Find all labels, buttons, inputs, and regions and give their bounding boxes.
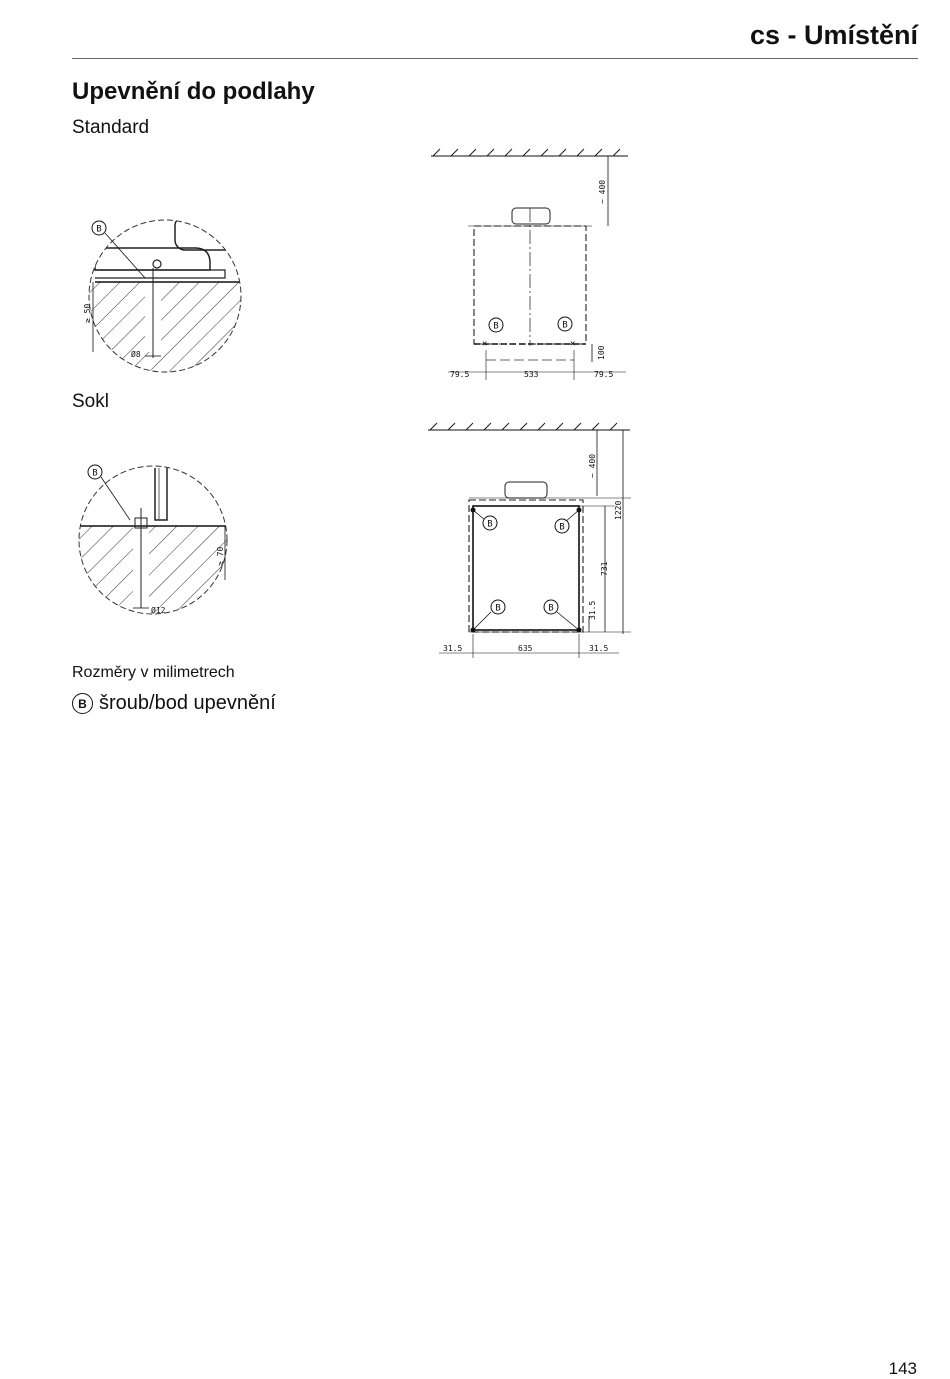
sokl-plan-total-height: 1220 xyxy=(614,500,623,520)
variant-label-standard: Standard xyxy=(72,117,150,138)
sokl-plan-front-offset: 31.5 xyxy=(588,600,597,620)
header-divider xyxy=(72,58,918,59)
sokl-plan-marker-top-left: B xyxy=(487,519,493,530)
svg-text:✕: ✕ xyxy=(482,339,488,349)
page-number: 143 xyxy=(888,1359,917,1378)
sokl-plan-marker-bottom-left: B xyxy=(495,603,501,614)
sokl-plan-drawing xyxy=(425,420,635,660)
standard-detail-marker: B xyxy=(96,224,102,235)
sokl-detail-diameter: Ø12 xyxy=(151,606,166,615)
legend-text: šroub/bod upevnění xyxy=(99,692,276,714)
standard-plan-ceiling-distance: ~ 400 xyxy=(598,179,607,204)
units-note: Rozměry v milimetrech xyxy=(72,664,235,681)
sokl-plan-depth: 731 xyxy=(600,561,609,576)
standard-plan-marker-left: B xyxy=(493,321,499,332)
standard-plan-drawing xyxy=(428,146,628,382)
page-header-title: cs - Umístění xyxy=(749,20,918,50)
standard-detail-depth: ≥ 50 xyxy=(83,303,92,323)
sokl-plan-ceiling-distance: ~ 400 xyxy=(588,453,597,478)
standard-plan-marker-right: B xyxy=(562,320,568,331)
standard-plan-depth: 100 xyxy=(597,345,606,360)
sokl-fixing-detail-drawing xyxy=(75,458,335,628)
variant-label-sokl: Sokl xyxy=(72,391,109,412)
sokl-plan-left-offset: 31.5 xyxy=(443,644,463,653)
section-title: Upevnění do podlahy xyxy=(72,78,315,105)
sokl-detail-marker: B xyxy=(92,468,98,479)
sokl-plan-marker-top-right: B xyxy=(559,522,565,533)
standard-fixing-detail-drawing xyxy=(75,208,335,378)
legend-marker-badge: B xyxy=(72,693,93,714)
legend xyxy=(72,692,276,715)
sokl-plan-marker-bottom-right: B xyxy=(548,603,554,614)
standard-detail-diameter: Ø8 xyxy=(131,350,141,359)
standard-plan-width: 533 xyxy=(524,370,539,379)
standard-plan-right-offset: 79.5 xyxy=(594,370,614,379)
svg-text:✕: ✕ xyxy=(570,339,576,349)
sokl-detail-depth: ≥ 70 xyxy=(216,546,225,566)
sokl-plan-right-offset: 31.5 xyxy=(589,644,609,653)
sokl-plan-width: 635 xyxy=(518,644,533,653)
standard-plan-left-offset: 79.5 xyxy=(450,370,470,379)
